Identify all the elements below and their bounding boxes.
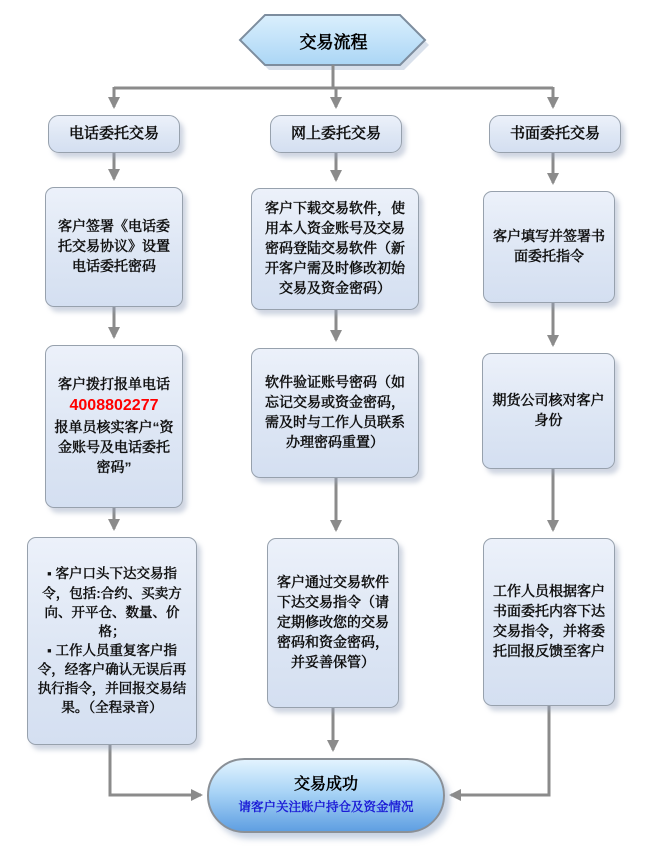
step-phone-sign-agreement: 客户签署《电话委托交易协议》设置电话委托密码 bbox=[45, 187, 183, 307]
step-written-sign-order: 客户填写并签署书面委托指令 bbox=[483, 191, 615, 303]
bullet-verbal-order: ▪ 客户口头下达交易指令，包括:合约、买卖方向、开平仓、数量、价格； bbox=[42, 566, 182, 639]
step-online-place-order: 客户通过交易软件下达交易指令（请定期修改您的交易密码和资金密码，并妥善保管） bbox=[267, 538, 399, 708]
bullet-staff-repeat: ▪ 工作人员重复客户指令，经客户确认无误后再执行指令，并回报交易结果。（全程录音） bbox=[37, 643, 187, 716]
step-online-download-software: 客户下载交易软件，使用本人资金账号及交易密码登陆交易软件（新开客户需及时修改初始交易及资金密码） bbox=[251, 188, 419, 310]
branch-header-written: 书面委托交易 bbox=[489, 115, 621, 153]
step-phone-call-content bbox=[54, 375, 174, 477]
step-phone-order-instructions bbox=[27, 537, 197, 745]
order-instruction-bullets bbox=[36, 564, 188, 717]
branch-header-online: 网上委托交易 bbox=[270, 115, 402, 153]
end-subtitle: 请客户关注账户持仓及资金情况 bbox=[238, 799, 414, 814]
verify-account-text: 报单员核实客户“资金账号及电话委托密码” bbox=[54, 418, 174, 475]
step-online-verify-password: 软件验证账号密码（如忘记交易或资金密码，需及时与工作人员联系办理密码重置） bbox=[251, 348, 419, 478]
flow-start-title: 交易流程 bbox=[299, 32, 368, 52]
step-written-verify-identity: 期货公司核对客户身份 bbox=[482, 353, 615, 469]
flow-end-node bbox=[207, 758, 445, 833]
hotline-number: 4008802277 bbox=[69, 397, 159, 415]
step-written-execute-feedback: 工作人员根据客户书面委托内容下达交易指令，并将委托回报反馈至客户 bbox=[483, 538, 615, 706]
end-title: 交易成功 bbox=[293, 776, 358, 794]
call-hotline-text: 客户拨打报单电话 bbox=[58, 376, 170, 393]
step-phone-call-hotline bbox=[45, 345, 183, 508]
branch-header-phone: 电话委托交易 bbox=[48, 115, 180, 153]
